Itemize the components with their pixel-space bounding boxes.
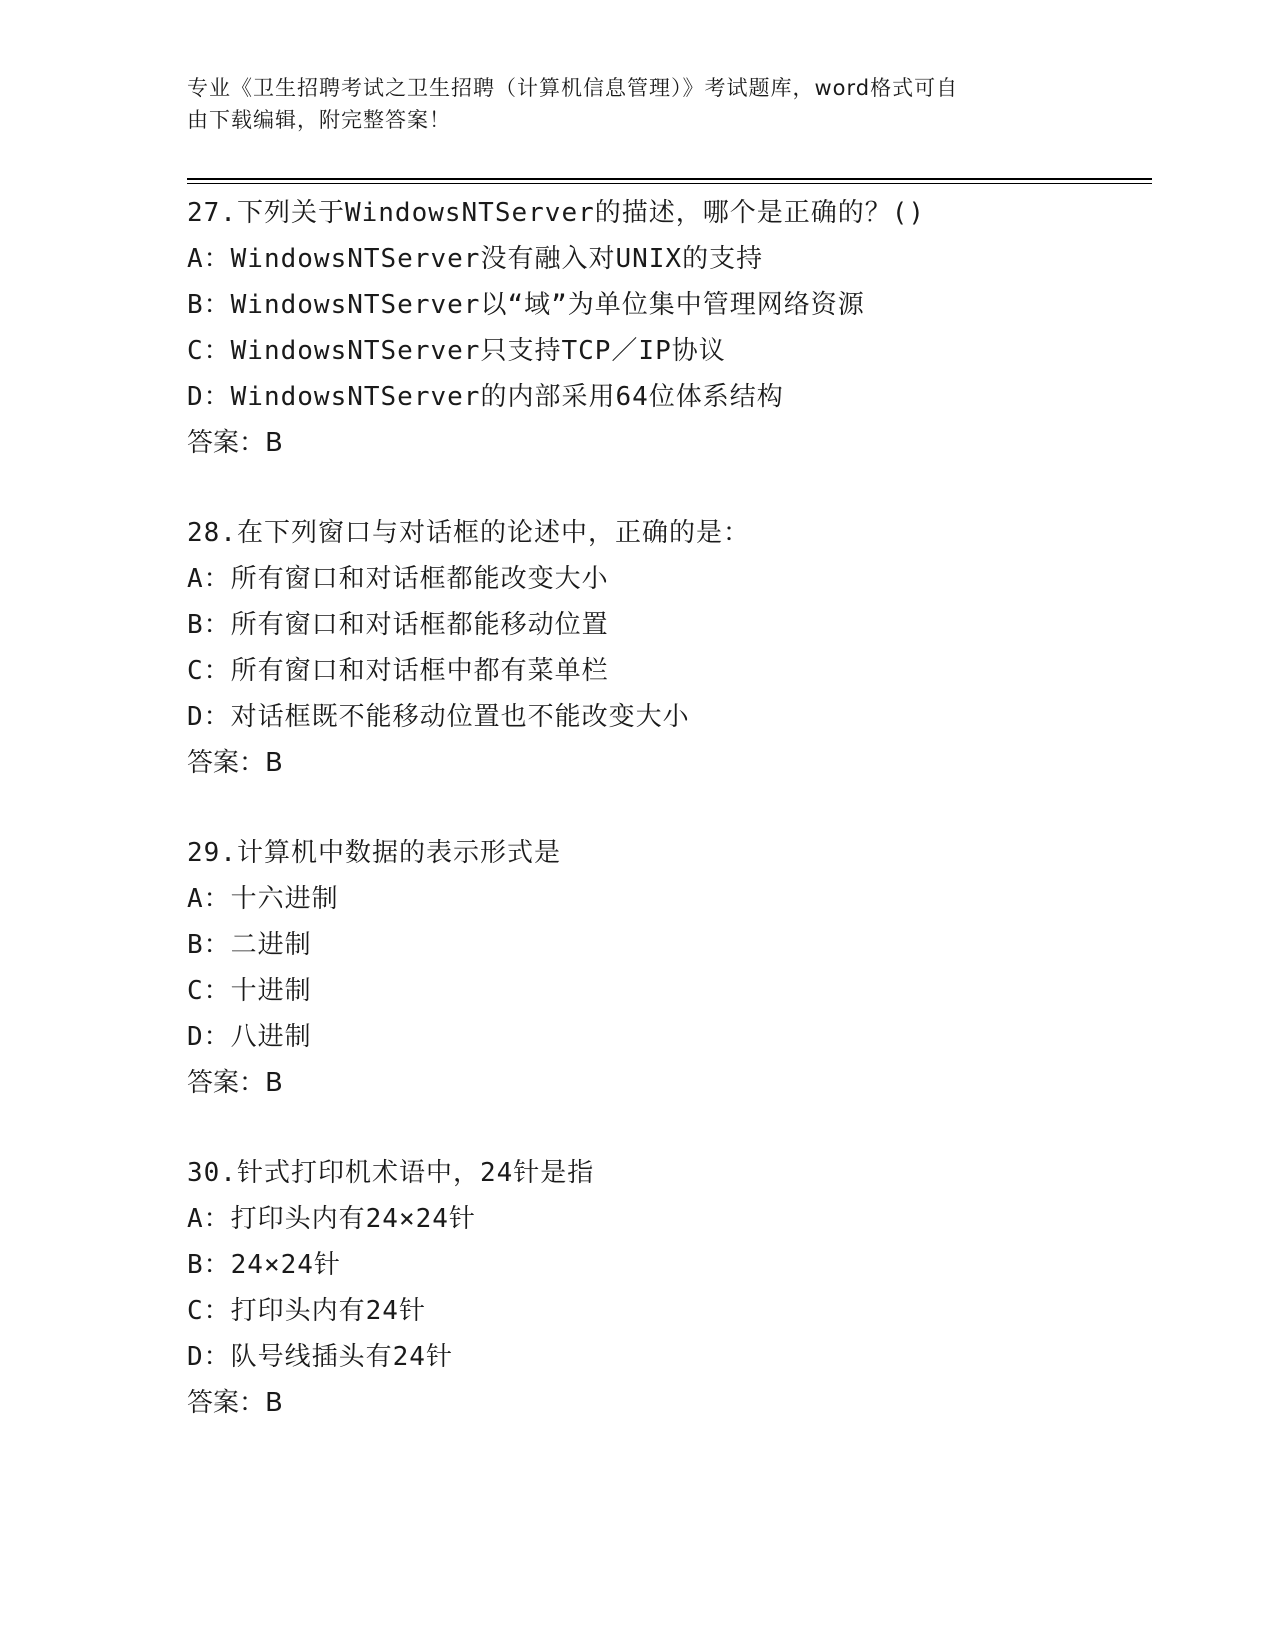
option-b: B：WindowsNTServer以“域”为单位集中管理网络资源 (187, 290, 865, 320)
option-a: A：十六进制 (187, 884, 339, 914)
document-header (187, 72, 1067, 136)
header-line-1: 专业《卫生招聘考试之卫生招聘（计算机信息管理）》考试题库，word格式可自 (187, 76, 959, 100)
question-stem: 28.在下列窗口与对话框的论述中，正确的是： (187, 518, 750, 548)
question-29 (187, 830, 1152, 1106)
option-b: B：24×24针 (187, 1250, 341, 1280)
header-divider-thick (187, 178, 1152, 180)
question-28 (187, 510, 1152, 786)
answer-label: 答案：B (187, 748, 283, 778)
question-list (187, 190, 1152, 1470)
question-stem: 30.针式打印机术语中，24针是指 (187, 1158, 595, 1188)
question-stem: 29.计算机中数据的表示形式是 (187, 838, 561, 868)
option-a: A：WindowsNTServer没有融入对UNIX的支持 (187, 244, 764, 274)
option-a: A：打印头内有24×24针 (187, 1204, 476, 1234)
option-c: C：WindowsNTServer只支持TCP／IP协议 (187, 336, 726, 366)
option-d: D：八进制 (187, 1022, 312, 1052)
option-c: C：所有窗口和对话框中都有菜单栏 (187, 656, 609, 686)
option-b: B：所有窗口和对话框都能移动位置 (187, 610, 609, 640)
answer-label: 答案：B (187, 1068, 283, 1098)
option-b: B：二进制 (187, 930, 312, 960)
question-30 (187, 1150, 1152, 1426)
option-c: C：打印头内有24针 (187, 1296, 426, 1326)
option-d: D：对话框既不能移动位置也不能改变大小 (187, 702, 690, 732)
header-line-2: 由下载编辑，附完整答案！ (187, 108, 451, 132)
option-d: D：WindowsNTServer的内部采用64位体系结构 (187, 382, 784, 412)
answer-label: 答案：B (187, 1388, 283, 1418)
question-stem: 27.下列关于WindowsNTServer的描述，哪个是正确的？() (187, 198, 926, 228)
option-c: C：十进制 (187, 976, 312, 1006)
header-divider-thin (187, 183, 1152, 184)
option-d: D：队号线插头有24针 (187, 1342, 453, 1372)
option-a: A：所有窗口和对话框都能改变大小 (187, 564, 609, 594)
question-27 (187, 190, 1152, 466)
answer-label: 答案：B (187, 428, 283, 458)
